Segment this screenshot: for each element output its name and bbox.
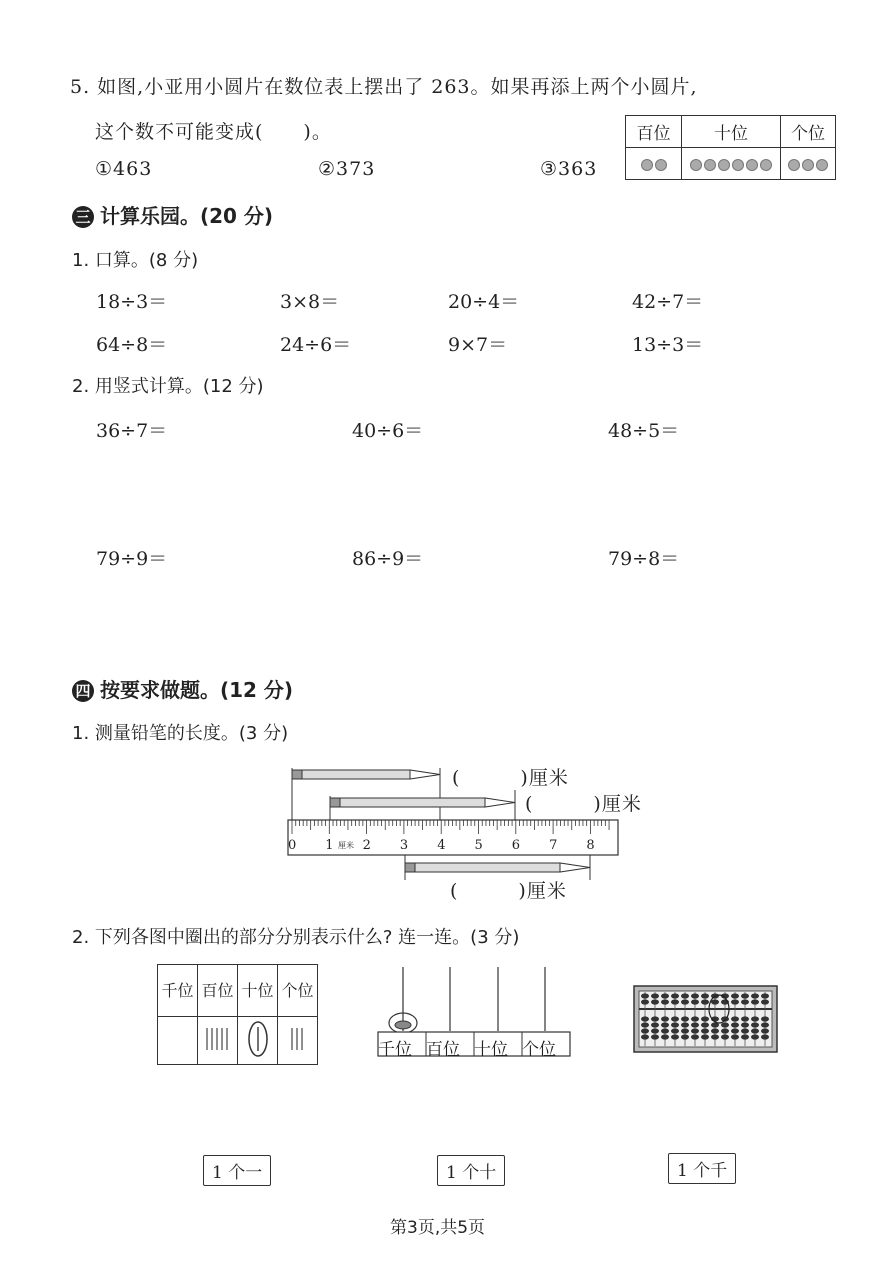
abacus-bead	[681, 1034, 689, 1039]
ruler-number: 1	[325, 838, 334, 853]
abacus-bead	[661, 999, 669, 1004]
sticks-table	[157, 964, 318, 1065]
vertical-5: 86÷9＝	[352, 548, 424, 570]
abacus-bead	[741, 999, 749, 1004]
vertical-4: 79÷9＝	[96, 548, 168, 570]
section-4-sub1: 1. 测量铅笔的长度。(3 分)	[72, 723, 289, 744]
abacus-bead	[761, 993, 769, 998]
dots-tens	[682, 148, 781, 180]
abacus-bead	[661, 1034, 669, 1039]
abacus-bead	[651, 999, 659, 1004]
abacus-bead	[681, 993, 689, 998]
abacus-bead	[661, 993, 669, 998]
abacus-label-hundreds: 百位	[426, 1040, 460, 1060]
abacus-bead	[671, 1022, 679, 1027]
abacus-bead	[711, 1028, 719, 1033]
counter-dot	[641, 159, 653, 171]
oral-1: 18÷3＝	[96, 291, 168, 313]
abacus-bead	[731, 999, 739, 1004]
section-4-sub2: 2. 下列各图中圈出的部分分别表示什么? 连一连。(3 分)	[72, 927, 520, 948]
counter-dot	[704, 159, 716, 171]
abacus-bead	[651, 993, 659, 998]
abacus-label-ones: 个位	[522, 1040, 556, 1060]
abacus-bead	[641, 1016, 649, 1021]
sticks-tens-circled	[238, 1017, 278, 1065]
abacus-bead	[701, 1022, 709, 1027]
abacus-bead	[641, 1022, 649, 1027]
abacus-bead	[731, 993, 739, 998]
section-4-title-text: 按要求做题。(12 分)	[100, 678, 294, 702]
vertical-3: 48÷5＝	[608, 420, 680, 442]
abacus-bead	[681, 1022, 689, 1027]
counter-dot	[788, 159, 800, 171]
abacus-bead	[761, 999, 769, 1004]
answer-box-ones[interactable]: 1 个一	[203, 1155, 271, 1186]
vertical-1: 36÷7＝	[96, 420, 168, 442]
pencil-1	[292, 768, 440, 820]
section-4-badge: 四	[72, 680, 94, 702]
abacus-bead	[661, 1028, 669, 1033]
oral-4: 42÷7＝	[632, 291, 704, 313]
ruler-number: 2	[362, 838, 371, 853]
q5-line1: 5. 如图,小亚用小圆片在数位表上摆出了 263。如果再添上两个小圆片,	[70, 76, 698, 98]
sticks-hundreds	[198, 1017, 238, 1065]
abacus-bead	[691, 1022, 699, 1027]
abacus-bead	[641, 1028, 649, 1033]
counter-dot	[802, 159, 814, 171]
pv-header-tens: 十位	[238, 965, 278, 1017]
abacus-bead	[741, 1022, 749, 1027]
abacus-bead	[751, 993, 759, 998]
abacus-bead	[691, 1034, 699, 1039]
abacus-bead	[701, 1016, 709, 1021]
q5-option-1: ①463	[95, 158, 153, 180]
abacus-bead	[671, 1034, 679, 1039]
oral-7: 9×7＝	[448, 334, 508, 356]
abacus-bead	[641, 1034, 649, 1039]
header-hundreds: 百位	[626, 116, 682, 148]
pencil-2	[330, 790, 515, 820]
ruler-number: 7	[549, 838, 558, 853]
abacus-bead	[651, 1016, 659, 1021]
section-3-title-text: 计算乐园。(20 分)	[100, 204, 274, 228]
q5-line2: 这个数不可能变成( )。	[95, 121, 332, 143]
vertical-6: 79÷8＝	[608, 548, 680, 570]
abacus-bead	[761, 1022, 769, 1027]
pv-header-ones: 个位	[278, 965, 318, 1017]
q5-option-3: ③363	[540, 158, 598, 180]
answer-box-thousands[interactable]: 1 个千	[668, 1153, 736, 1184]
counter-dot	[718, 159, 730, 171]
abacus-bead	[751, 1028, 759, 1033]
abacus-bead	[711, 999, 719, 1004]
section-3-badge: 三	[72, 206, 94, 228]
abacus-bead	[701, 993, 709, 998]
abacus-label-thousands: 千位	[378, 1040, 412, 1060]
counter-dot	[760, 159, 772, 171]
abacus-bead	[741, 1028, 749, 1033]
abacus-bead	[701, 999, 709, 1004]
sticks-thousands	[158, 1017, 198, 1065]
abacus-bead	[641, 993, 649, 998]
abacus-bead	[741, 993, 749, 998]
abacus-bead	[751, 1016, 759, 1021]
sticks-ones	[278, 1017, 318, 1065]
header-tens: 十位	[682, 116, 781, 148]
vertical-2: 40÷6＝	[352, 420, 424, 442]
abacus-bead	[691, 999, 699, 1004]
pv-header-thousands: 千位	[158, 965, 198, 1017]
ruler-number: 8	[586, 838, 595, 853]
abacus-bead	[691, 993, 699, 998]
ruler-unit: 厘米	[338, 841, 354, 850]
ruler-number: 3	[399, 838, 409, 853]
answer-box-tens[interactable]: 1 个十	[437, 1155, 505, 1186]
oral-6: 24÷6＝	[280, 334, 352, 356]
abacus-bead	[761, 1034, 769, 1039]
abacus-bead	[761, 1016, 769, 1021]
abacus	[633, 985, 778, 1053]
counter-dot	[746, 159, 758, 171]
ruler-number: 0	[288, 838, 297, 853]
abacus-bead	[671, 1028, 679, 1033]
abacus-bead	[691, 1028, 699, 1033]
oral-2: 3×8＝	[280, 291, 340, 313]
blank-pencil-1[interactable]: ( )厘米	[452, 767, 569, 789]
abacus-bead	[651, 1034, 659, 1039]
section-3-title	[72, 200, 273, 229]
abacus-bead	[681, 1016, 689, 1021]
abacus-bead	[701, 1028, 709, 1033]
counter-dot	[732, 159, 744, 171]
abacus-bead	[651, 1028, 659, 1033]
circled-bead	[395, 1021, 411, 1029]
dots-ones	[781, 148, 836, 180]
abacus-bead	[691, 1016, 699, 1021]
abacus-bead	[741, 1034, 749, 1039]
pv-header-hundreds: 百位	[198, 965, 238, 1017]
abacus-bead	[731, 1028, 739, 1033]
abacus-bead	[721, 1022, 729, 1027]
blank-pencil-2[interactable]: ( )厘米	[525, 793, 642, 815]
abacus-bead	[721, 1028, 729, 1033]
abacus-bead	[701, 1034, 709, 1039]
abacus-bead	[731, 1016, 739, 1021]
place-value-table	[625, 115, 836, 180]
section-4-title	[72, 674, 293, 703]
section-3-sub1: 1. 口算。(8 分)	[72, 250, 199, 271]
abacus-bead	[751, 999, 759, 1004]
abacus-bead	[671, 993, 679, 998]
page-footer: 第3页,共5页	[390, 1218, 486, 1238]
dots-hundreds	[626, 148, 682, 180]
counter-dot	[655, 159, 667, 171]
abacus-bead	[651, 1022, 659, 1027]
oral-5: 64÷8＝	[96, 334, 168, 356]
abacus-bead	[711, 1034, 719, 1039]
header-ones: 个位	[781, 116, 836, 148]
abacus-bead	[681, 999, 689, 1004]
counter-dot	[816, 159, 828, 171]
blank-pencil-3[interactable]: ( )厘米	[450, 880, 567, 902]
abacus-bead	[751, 1034, 759, 1039]
oral-3: 20÷4＝	[448, 291, 520, 313]
abacus-bead	[731, 1022, 739, 1027]
ruler-number: 6	[511, 838, 521, 853]
abacus-bead	[751, 1022, 759, 1027]
section-3-sub2: 2. 用竖式计算。(12 分)	[72, 376, 264, 397]
abacus-bead	[761, 1028, 769, 1033]
ruler-number: 4	[437, 838, 446, 853]
abacus-bead	[661, 1022, 669, 1027]
abacus-bead	[671, 1016, 679, 1021]
abacus-label-tens: 十位	[474, 1040, 508, 1060]
oral-8: 13÷3＝	[632, 334, 704, 356]
q5-option-2: ②373	[318, 158, 376, 180]
counter-dot	[690, 159, 702, 171]
ruler	[288, 820, 618, 855]
abacus-bead	[641, 999, 649, 1004]
ruler-number: 5	[474, 838, 483, 853]
abacus-bead	[741, 1016, 749, 1021]
abacus-bead	[721, 1034, 729, 1039]
abacus-bead	[681, 1028, 689, 1033]
abacus-bead	[661, 1016, 669, 1021]
abacus-bead	[671, 999, 679, 1004]
abacus-bead	[731, 1034, 739, 1039]
